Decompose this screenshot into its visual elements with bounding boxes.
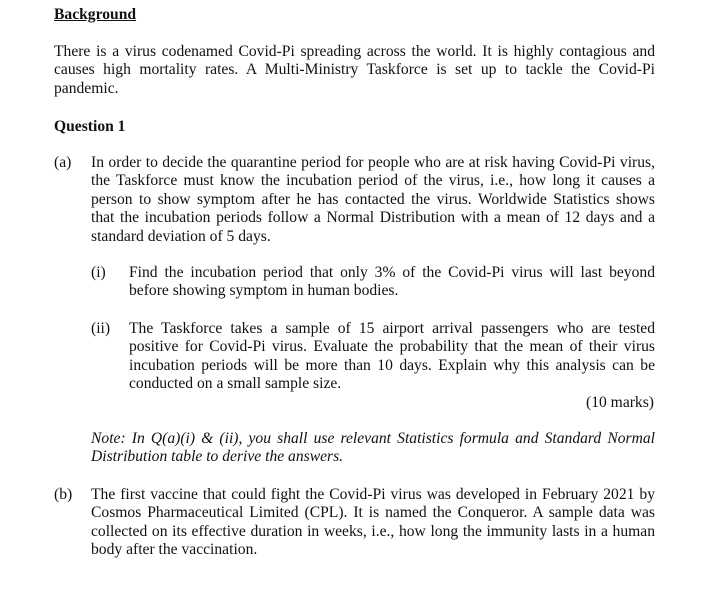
part-a-line: the Taskforce must know the incubation period of the virus, i.e., how long it causes a	[91, 172, 655, 190]
part-a-line: that the incubation periods follow a Normal Distribution with a mean of 12 days and a	[91, 209, 655, 227]
sub-ii-line: positive for Covid-Pi virus. Evaluate the probability that the mean of their virus	[129, 338, 655, 356]
background-paragraph	[54, 43, 655, 98]
sub-i-line: before showing symptom in human bodies.	[129, 282, 399, 300]
sub-ii-line: incubation periods will be more than 10 days. Explain why this analysis can be	[129, 356, 655, 374]
sub-i-label: (i)	[91, 264, 106, 281]
question-heading: Question 1	[54, 118, 126, 135]
sub-ii-label: (ii)	[91, 320, 111, 337]
part-a-line: In order to decide the quarantine period for people who are at risk having Covid-Pi virus,	[91, 154, 655, 171]
background-heading: Background	[54, 6, 137, 23]
note-line: Note: In Q(a)(i) & (ii), you shall use relevant Statistics formula and Standard Normal	[91, 430, 655, 447]
part-a-line: standard deviation of 5 days.	[91, 227, 271, 245]
part-a-paragraph	[91, 154, 655, 246]
part-a-label: (a)	[54, 154, 72, 171]
part-b-label: (b)	[54, 486, 73, 503]
part-b-paragraph	[91, 486, 655, 560]
note-paragraph	[91, 430, 655, 467]
sub-ii-paragraph	[129, 320, 655, 394]
note-line: Distribution table to derive the answers.	[91, 448, 344, 466]
background-line: pandemic.	[54, 79, 119, 97]
background-line: There is a virus codenamed Covid-Pi spreading across the world. It is highly contagious and	[54, 43, 655, 60]
part-a-line: person to show symptom after he has contacted the virus. Worldwide Statistics shows	[91, 190, 655, 208]
sub-i-paragraph	[129, 264, 655, 301]
marks-label: (10 marks)	[586, 394, 654, 411]
background-line: causes high mortality rates. A Multi-Ministry Taskforce is set up to tackle the Covid-Pi	[54, 61, 655, 79]
sub-ii-line: conducted on a small sample size.	[129, 375, 342, 393]
part-b-line: Cosmos Pharmaceutical Limited (CPL). It is named the Conqueror. A sample data was	[91, 504, 655, 522]
part-b-line: body after the vaccination.	[91, 541, 258, 559]
sub-ii-line: The Taskforce takes a sample of 15 airport arrival passengers who are tested	[129, 320, 655, 337]
sub-i-line: Find the incubation period that only 3% of the Covid-Pi virus will last beyond	[129, 264, 655, 281]
part-b-line: collected on its effective duration in weeks, i.e., how long the immunity lasts in a human	[91, 522, 655, 540]
part-b-line: The first vaccine that could fight the Covid-Pi virus was developed in February 2021 by	[91, 486, 655, 503]
